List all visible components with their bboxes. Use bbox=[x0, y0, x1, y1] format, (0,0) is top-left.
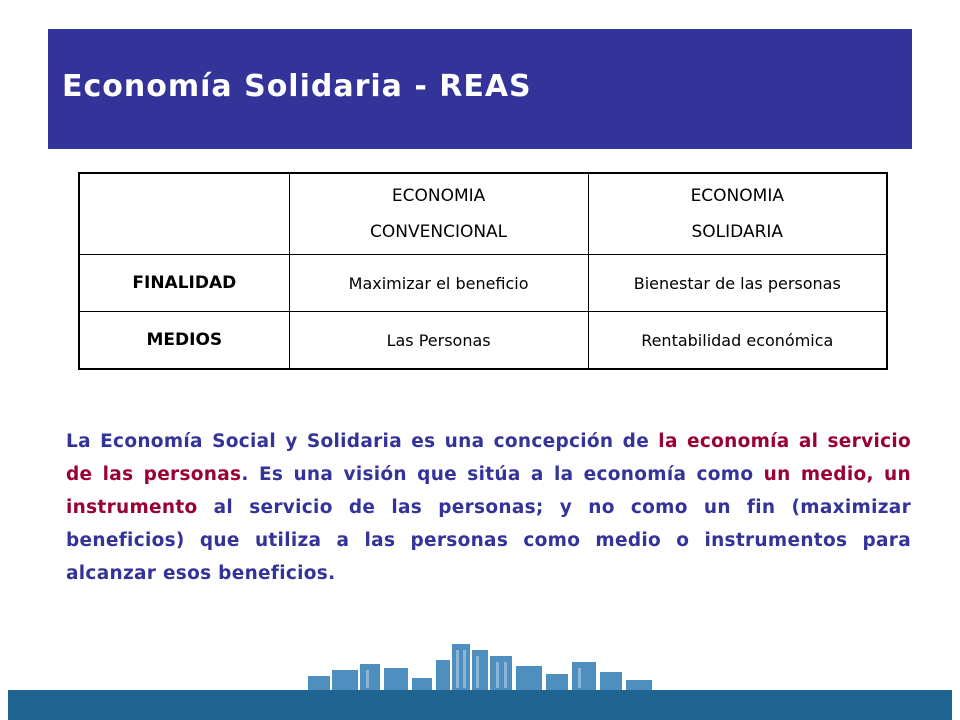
header-solidaria-line1: ECONOMIA bbox=[690, 186, 784, 206]
row-label-medios: MEDIOS bbox=[79, 312, 289, 370]
slide-title: Economía Solidaria - REAS bbox=[62, 69, 532, 104]
paragraph-highlight-1: la economía al servicio de las personas bbox=[66, 431, 911, 485]
paragraph-highlight-2: un medio, un instrumento bbox=[66, 464, 911, 518]
header-convencional-line2: CONVENCIONAL bbox=[370, 222, 508, 242]
cell-finalidad-solidaria: Bienestar de las personas bbox=[588, 255, 887, 312]
city-skyline-icon bbox=[300, 640, 680, 692]
cell-finalidad-convencional: Maximizar el beneficio bbox=[289, 255, 588, 312]
table-row bbox=[79, 255, 887, 312]
header-convencional bbox=[289, 173, 588, 255]
paragraph-text-3: al servicio de las personas; y no como un fin (maximizar beneficios) que utiliza a las personas como medio o instrumentos para alcanzar esos beneficios. bbox=[66, 497, 911, 584]
footer-bar bbox=[8, 690, 952, 720]
row-label-finalidad: FINALIDAD bbox=[79, 255, 289, 312]
description-paragraph bbox=[66, 425, 911, 590]
cell-medios-convencional: Las Personas bbox=[289, 312, 588, 370]
cell-medios-solidaria: Rentabilidad económica bbox=[588, 312, 887, 370]
paragraph-text-2: . Es una visión que sitúa a la economía como bbox=[241, 464, 764, 485]
comparison-table bbox=[78, 172, 888, 370]
header-solidaria-line2: SOLIDARIA bbox=[691, 222, 784, 242]
table-row bbox=[79, 312, 887, 370]
paragraph-text-1: La Economía Social y Solidaria es una concepción de bbox=[66, 431, 659, 452]
header-solidaria bbox=[588, 173, 887, 255]
table-header-row bbox=[79, 173, 887, 255]
header-empty-cell bbox=[79, 173, 289, 255]
header-convencional-line1: ECONOMIA bbox=[391, 186, 486, 206]
title-banner bbox=[48, 29, 912, 149]
